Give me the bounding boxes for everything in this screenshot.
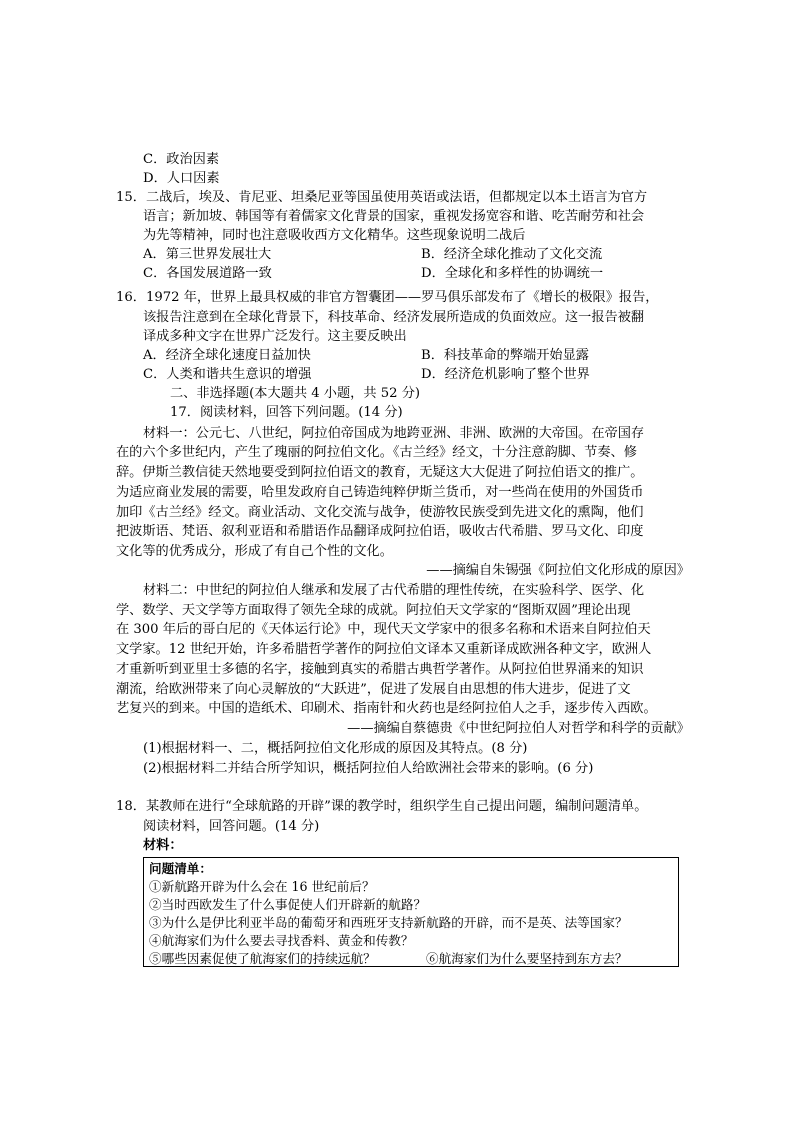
question-item-3: ③为什么是伊比利亚半岛的葡萄牙和西班牙支持新航路的开辟，而不是英、法等国家？ bbox=[149, 915, 628, 930]
q15-stem-line-3: 为先等精神，同时也注意吸收西方文化精华。这些现象说明二战后 bbox=[143, 228, 526, 243]
material1-line-3: 辞。伊斯兰教信徒天然地要受到阿拉伯语文的教育，无疑这大大促进了阿拉伯语文的推广。 bbox=[116, 465, 644, 480]
question-item-6: ⑥航海家们为什么要坚持到东方去？ bbox=[426, 951, 628, 966]
q18-stem-line-2: 阅读材料，回答问题。(14 分) bbox=[143, 819, 320, 834]
q14-option-c: C．政治因素 bbox=[143, 152, 220, 167]
material1-line-5: 加印《古兰经》经文。商业活动、文化交流与战争，使游牧民族受到先进文化的熏陶，他们 bbox=[116, 505, 644, 520]
q16-option-b: B．科技革命的弊端开始显露 bbox=[421, 348, 589, 363]
q16-stem-line-1: 16．1972 年，世界上最具权威的非官方智囊团——罗马俱乐部发布了《增长的极限》报告， bbox=[116, 290, 659, 305]
material2-line-6: 潮流，给欧洲带来了向心灵解放的“大跃进”，促进了发展自由思想的伟大进步，促进了文 bbox=[116, 682, 631, 697]
q14-option-d: D．人口因素 bbox=[143, 171, 220, 186]
q18-material-label: 材料： bbox=[143, 838, 183, 853]
question-list-box bbox=[143, 857, 679, 967]
material1-line-1: 材料一：公元七、八世纪，阿拉伯帝国成为地跨亚洲、非洲、欧洲的大帝国。在帝国存 bbox=[143, 426, 645, 441]
material2-line-5: 才重新听到亚里士多德的名字，接触到真实的希腊古典哲学著作。从阿拉伯世界涌来的知识 bbox=[116, 662, 644, 677]
question-item-2: ②当时西欧发生了什么事促使人们开辟新的航路？ bbox=[149, 897, 427, 912]
q17-intro: 17．阅读材料，回答下列问题。(14 分) bbox=[170, 405, 403, 420]
material2-line-7: 艺复兴的到来。中国的造纸术、印刷术、指南针和火药也是经阿拉伯人之手，逐步传入西欧。 bbox=[116, 701, 657, 716]
material2-line-1: 材料二：中世纪的阿拉伯人继承和发展了古代希腊的理性传统，在实验科学、医学、化 bbox=[143, 583, 645, 598]
q17-sub-2: (2)根据材料二并结合所学知识，概括阿拉伯人给欧洲社会带来的影响。(6 分) bbox=[143, 761, 594, 776]
material2-line-3: 在 300 年后的哥白尼的《天体运行论》中，现代天文学家中的很多名称和术语来自阿拉伯天 bbox=[116, 622, 651, 637]
question-item-4: ④航海家们为什么要去寻找香料、黄金和传教？ bbox=[149, 933, 414, 948]
q15-option-a: A．第三世界发展壮大 bbox=[143, 247, 272, 262]
material1-line-2: 在的六个多世纪内，产生了瑰丽的阿拉伯文化。《古兰经》经文，十分注意韵脚、节奏、修 bbox=[116, 445, 637, 460]
material1-line-6: 把波斯语、梵语、叙利亚语和希腊语作品翻译成阿拉伯语，吸收古代希腊、罗马文化、印度 bbox=[116, 524, 644, 539]
q16-stem-line-3: 译成多种文字在世界广泛发行。这主要反映出 bbox=[143, 329, 407, 344]
q16-option-a: A．经济全球化速度日益加快 bbox=[143, 348, 311, 363]
q16-option-d: D．经济危机影响了整个世界 bbox=[421, 367, 590, 382]
material1-line-4: 为适应商业发展的需要，哈里发政府自己铸造纯粹伊斯兰货币，对一些尚在使用的外国货币 bbox=[116, 485, 644, 500]
material2-source: ——摘编自蔡德贵《中世纪阿拉伯人对哲学和科学的贡献》 bbox=[347, 721, 690, 736]
q16-stem-line-2: 该报告注意到在全球化背景下，科技革命、经济发展所造成的负面效应。这一报告被翻 bbox=[143, 310, 645, 325]
q18-stem-line-1: 18．某教师在进行“全球航路的开辟”课的教学时，组织学生自己提出问题，编制问题清单。 bbox=[116, 799, 648, 814]
material2-line-4: 文学家。12 世纪开始，许多希腊哲学著作的阿拉伯文译本又重新译成欧洲各种文字，欧洲人 bbox=[116, 642, 652, 657]
q15-option-b: B．经济全球化推动了文化交流 bbox=[421, 247, 603, 262]
q15-option-c: C．各国发展道路一致 bbox=[143, 266, 272, 281]
question-list-title: 问题清单： bbox=[149, 861, 212, 876]
material1-line-7: 文化等的优秀成分，形成了有自己个性的文化。 bbox=[116, 544, 393, 559]
question-item-1: ①新航路开辟为什么会在 16 世纪前后？ bbox=[149, 879, 375, 894]
material1-source: ——摘编自朱锡强《阿拉伯文化形成的原因》 bbox=[426, 563, 690, 578]
material2-line-2: 学、数学、天文学等方面取得了领先全球的成就。阿拉伯天文学家的“图斯双圆”理论出现 bbox=[116, 603, 631, 618]
q15-stem-line-2: 语言；新加坡、韩国等有着儒家文化背景的国家，重视发扬宽容和谐、吃苦耐劳和社会 bbox=[143, 209, 645, 224]
q17-sub-1: (1)根据材料一、二，概括阿拉伯文化形成的原因及其特点。(8 分) bbox=[143, 741, 528, 756]
section-2-heading: 二、非选择题(本大题共 4 小题，共 52 分) bbox=[170, 386, 421, 401]
q16-option-c: C．人类和谐共生意识的增强 bbox=[143, 367, 312, 382]
q15-option-d: D．全球化和多样性的协调统一 bbox=[421, 266, 604, 281]
question-item-5: ⑤哪些因素促使了航海家们的持续远航？ bbox=[149, 951, 376, 966]
q15-stem-line-1: 15．二战后，埃及、肯尼亚、坦桑尼亚等国虽使用英语或法语，但都规定以本土语言为官方 bbox=[116, 190, 648, 205]
